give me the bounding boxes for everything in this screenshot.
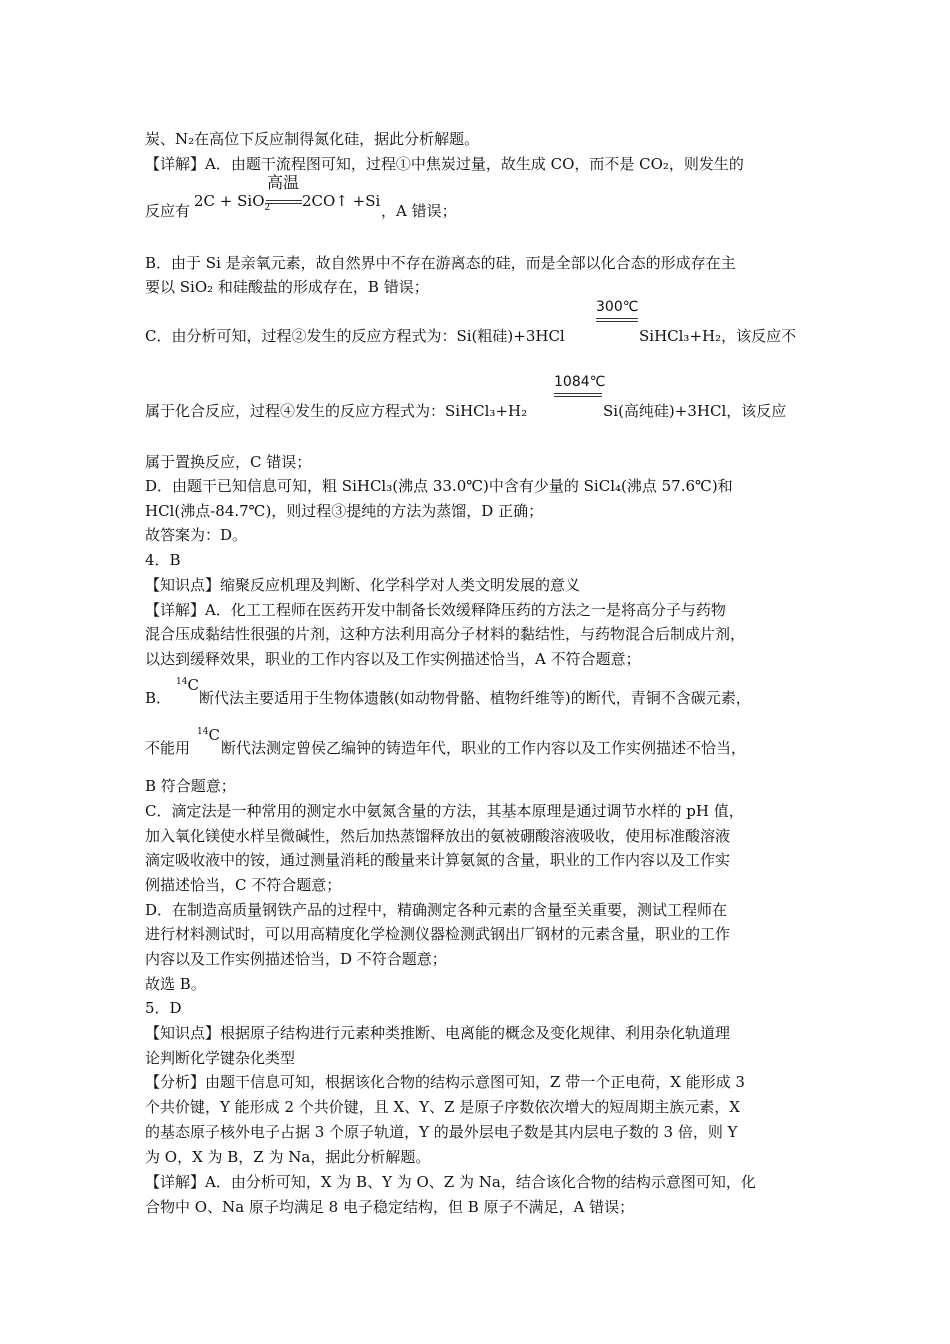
double-arrow-line (596, 318, 638, 322)
equation-prefix: 属于化合反应，过程④发生的反应方程式为：SiHCl₃+H₂ (145, 402, 528, 420)
equation-prefix: C．由分析可知，过程②发生的反应方程式为：Si(粗硅)+3HCl (145, 327, 565, 345)
equation-rhs: Si(高纯硅)+3HCl，该反应 (603, 402, 787, 420)
text-line: 【详解】A．由分析可知，X 为 B、Y 为 O、Z 为 Na，结合该化合物的结构示意图可知，化 (145, 1173, 756, 1191)
text-line: D．由题干已知信息可知，粗 SiHCl₃(沸点 33.0℃)中含有少量的 SiCl₄(沸点 57.6℃)和 (145, 477, 733, 495)
text-line: 【详解】A．化工工程师在医药开发中制备长效缓释降压药的方法之一是将高分子与药物 (145, 601, 726, 619)
text-line: 故答案为：D。 (145, 526, 248, 544)
text-line: 的基态原子核外电子占据 3 个原子轨道，Y 的最外层电子数是其内层电子数的 3 倍，则 Y (145, 1123, 738, 1141)
isotope-element: C (208, 726, 220, 744)
double-arrow-line (554, 393, 602, 397)
text-line: 合物中 O、Na 原子均满足 8 电子稳定结构，但 B 原子不满足，A 错误； (145, 1198, 635, 1216)
equation-rhs: SiHCl₃+H₂，该反应不 (639, 327, 797, 345)
line-prefix: 不能用 (145, 739, 191, 757)
line-text: 断代法测定曾侯乙编钟的铸造年代，职业的工作内容以及工作实例描述不恰当， (221, 739, 747, 757)
double-arrow-line (266, 200, 302, 204)
text-line: 论判断化学键杂化类型 (145, 1049, 296, 1067)
text-line: 例描述恰当，C 不符合题意； (145, 876, 342, 894)
condition-label: 高温 (267, 173, 300, 192)
text-line: 滴定吸收液中的铵，通过测量消耗的酸量来计算氨氮的含量，职业的工作内容以及工作实 (145, 851, 731, 869)
text-line: 要以 SiO₂ 和硅酸盐的形成存在，B 错误； (145, 278, 429, 296)
text-line: 内容以及工作实例描述恰当，D 不符合题意； (145, 950, 447, 968)
equation-prefix: 反应有 (145, 202, 191, 220)
text-line: 4．B (145, 551, 181, 569)
text-line: 炭、N₂在高位下反应制得氮化硅，据此分析解题。 (145, 130, 480, 148)
text-line: 混合压成黏结性很强的片剂，这种方法利用高分子材料的黏结性，与药物混合后制成片剂， (145, 625, 746, 643)
text-line: HCl(沸点-84.7℃)，则过程③提纯的方法为蒸馏，D 正确； (145, 502, 544, 520)
text-line: B．由于 Si 是亲氧元素，故自然界中不存在游离态的硅，而是全部以化合态的形成存在主 (145, 254, 736, 272)
text-line: 5．D (145, 999, 182, 1017)
text-line: D．在制造高质量钢铁产品的过程中，精确测定各种元素的含量至关重要，测试工程师在 (145, 901, 728, 919)
text-line: 个共价键，Y 能形成 2 个共价键，且 X、Y、Z 是原子序数依次增大的短周期主族元素，X (145, 1098, 740, 1116)
text-line: 为 O，X 为 B，Z 为 Na，据此分析解题。 (145, 1148, 431, 1166)
equation-lhs-text: 2C + SiO (194, 192, 265, 210)
text-line: 属于置换反应，C 错误； (145, 453, 312, 471)
text-line: 【知识点】缩聚反应机理及判断、化学科学对人类文明发展的意义 (145, 576, 581, 594)
isotope-symbol (197, 722, 220, 745)
equation-lhs (194, 191, 270, 218)
equation-rhs: 2CO↑ +Si (302, 192, 381, 210)
isotope-element: C (187, 676, 199, 694)
text-line: 【分析】由题干信息可知，根据该化合物的结构示意图可知，Z 带一个正电荷，X 能形成 3 (145, 1073, 745, 1091)
equation-suffix: ，A 错误； (381, 202, 457, 220)
isotope-mass: 14 (197, 727, 209, 737)
line-text: 断代法主要适用于生物体遗骸(如动物骨骼、植物纤维等)的断代，青铜不含碳元素， (199, 689, 751, 707)
text-line: C．滴定法是一种常用的测定水中氨氮含量的方法，其基本原理是通过调节水样的 pH 值， (145, 802, 744, 820)
condition-label: 300℃ (596, 299, 639, 315)
text-line: 加入氧化镁使水样呈微碱性，然后加热蒸馏释放出的氨被硼酸溶液吸收，使用标准酸溶液 (145, 827, 731, 845)
text-line: 【知识点】根据原子结构进行元素种类推断、电离能的概念及变化规律、利用杂化轨道理 (145, 1024, 731, 1042)
isotope-mass: 14 (176, 677, 188, 687)
isotope-symbol (176, 672, 199, 695)
text-line: 进行材料测试时，可以用高精度化学检测仪器检测武钢出厂钢材的元素含量，职业的工作 (145, 925, 731, 943)
text-line: B 符合题意； (145, 777, 236, 795)
text-line: 【详解】A．由题干流程图可知，过程①中焦炭过量，故生成 CO，而不是 CO₂，则发生的 (145, 155, 744, 173)
text-line: 以达到缓释效果，职业的工作内容以及工作实例描述恰当，A 不符合题意； (145, 650, 641, 668)
text-line: 故选 B。 (145, 975, 206, 993)
equation-lhs-subscript: 2 (264, 203, 271, 213)
condition-label: 1084℃ (554, 374, 606, 390)
line-prefix: B． (145, 689, 172, 707)
